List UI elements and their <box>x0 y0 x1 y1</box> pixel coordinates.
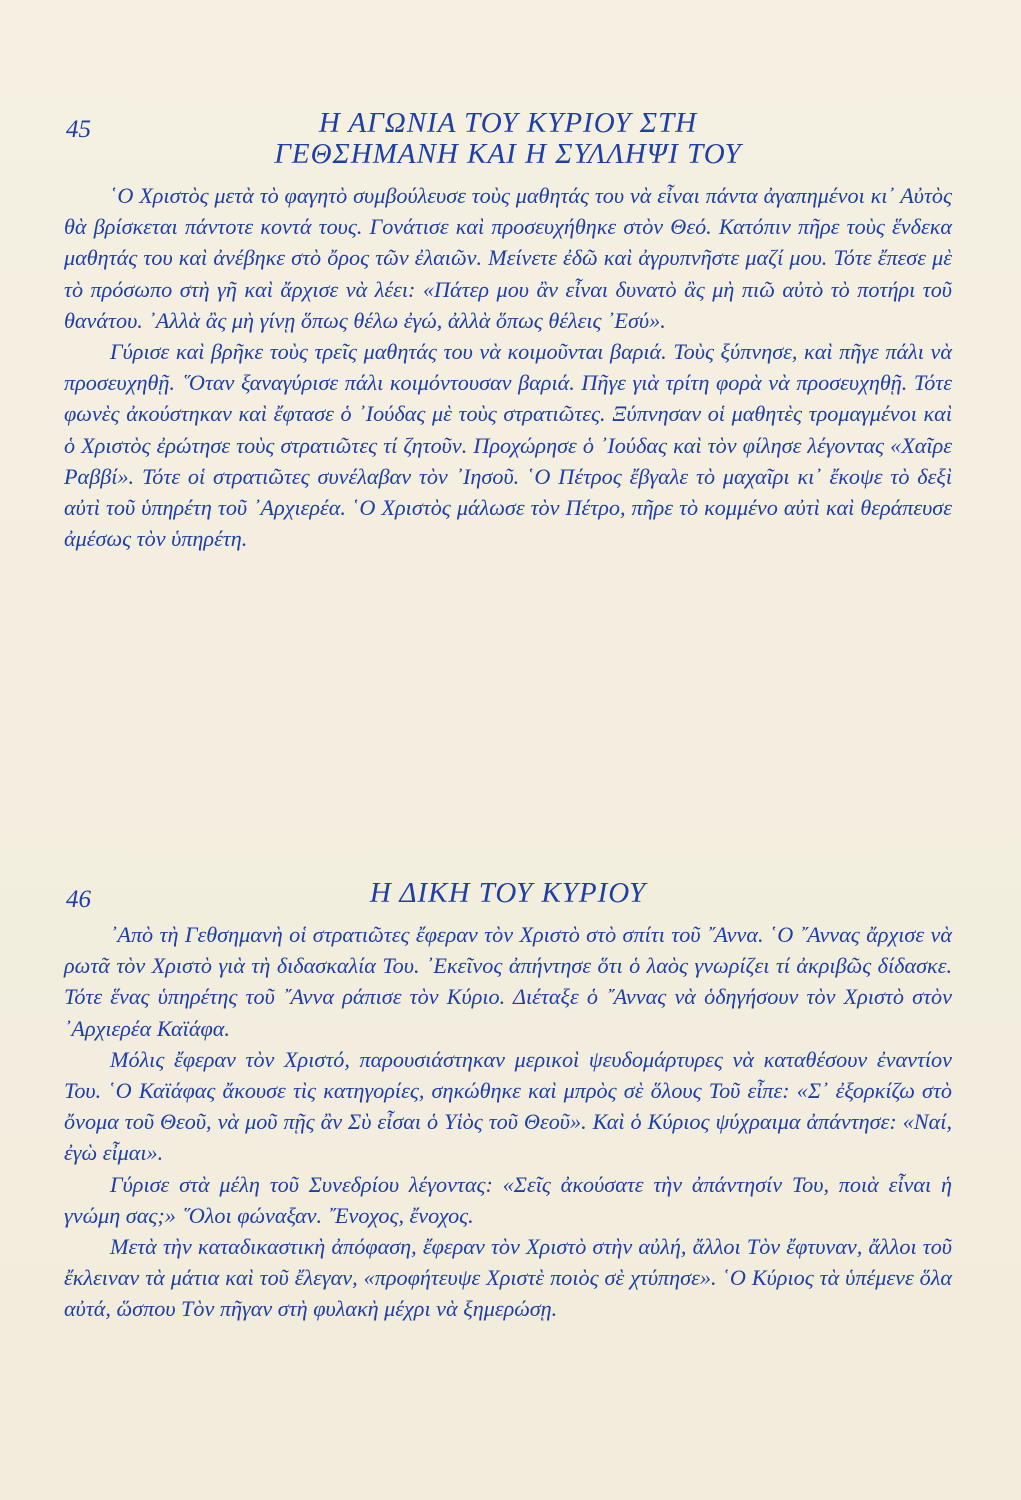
paragraph: Μετὰ τὴν καταδικαστικὴ ἀπόφαση, ἔφεραν τὸν Χριστὸ στὴν αὐλή, ἄλλοι Τὸν ἔφτυναν, ἄλλοι τοῦ ἔκλειναν τὰ μάτια καὶ τοῦ ἔλεγαν, «προφήτευψε Χριστὲ ποιὸς σὲ χτύπησε». ῾Ο Κύριος τὰ ὑπέμενε ὅλα αὐτά, ὥσπου Τὸν πῆγαν στὴ φυλακὴ μέχρι νὰ ξημερώσῃ. <box>64 1234 952 1322</box>
section-title-line: ΓΕΘΣΗΜΑΝΗ ΚΑΙ Η ΣΥΛΛΗΨΙ ΤΟΥ <box>274 138 742 170</box>
section-title-line: Η ΑΓΩΝΙΑ ΤΟΥ ΚΥΡΙΟΥ ΣΤΗ <box>318 107 698 139</box>
paragraph: ᾿Απὸ τὴ Γεθσημανὴ οἱ στρατιῶτες ἔφεραν τὸν Χριστὸ στὸ σπίτι τοῦ ῎Αννα. ῾Ο ῎Αννας ἄρχισε νὰ ρωτᾶ τὸν Χριστὸ γιὰ τὴ διδασκαλία Του. ᾿Εκεῖνος ἀπήντησε ὅτι ὁ λαὸς γνωρίζει τί ἀκριβῶς δίδασκε. Τότε ἕνας ὑπηρέτης τοῦ ῎Αννα ράπισε τὸν Κύριο. Διέταξε ὁ ῎Αννας νὰ ὁδηγήσουν τὸν Χριστὸ στὸν ᾿Αρχιερέα Καϊάφα. <box>64 922 952 1041</box>
paragraph: Γύρισε καὶ βρῆκε τοὺς τρεῖς μαθητάς του νὰ κοιμοῦνται βαριά. Τοὺς ξύπνησε, καὶ πῆγε πάλι νὰ προσευχηθῇ. ῞Οταν ξαναγύρισε πάλι κοιμόντουσαν βαριά. Πῆγε γιὰ τρίτη φορὰ νὰ προσευχηθῇ. Τότε φωνὲς ἀκούστηκαν καὶ ἔφτασε ὁ ᾿Ιούδας μὲ τοὺς στρατιῶτες. Ξύπνησαν οἱ μαθητὲς τρομαγμένοι καὶ ὁ Χριστὸς ἐρώτησε τοὺς στρατιῶτες τί ζητοῦν. Προχώρησε ὁ ᾿Ιούδας καὶ τὸν φίλησε λέγοντας «Χαῖρε Ραββί». Τότε οἱ στρατιῶτες συνέλαβαν τὸν ᾿Ιησοῦ. ῾Ο Πέτρος ἔβγαλε τὸ μαχαῖρι κι᾿ ἔκοψε τὸ δεξὶ αὐτὶ τοῦ ὑπηρέτη τοῦ ᾿Αρχιερέα. ῾Ο Χριστὸς μάλωσε τὸν Πέτρο, πῆρε τὸ κομμένο αὐτὶ καὶ θεράπευσε ἀμέσως τὸν ὑπηρέτη. <box>64 339 952 552</box>
paragraph: Γύρισε στὰ μέλη τοῦ Συνεδρίου λέγοντας: «Σεῖς ἀκούσατε τὴν ἀπάντησίν Του, ποιὰ εἶναι ἡ γνώμη σας;» ῞Ολοι φώναξαν. ῎Ενοχος, ἔνοχος. <box>64 1171 952 1228</box>
section-number: 45 <box>66 116 91 143</box>
section-45 <box>64 108 952 554</box>
section-header <box>64 108 952 170</box>
section-header <box>64 877 952 913</box>
paragraph: ῾Ο Χριστὸς μετὰ τὸ φαγητὸ συμβούλευσε τοὺς μαθητάς του νὰ εἶναι πάντα ἀγαπημένοι κι᾿ Αὐτὸς θὰ βρίσκεται πάντοτε κοντά τους. Γονάτισε καὶ προσευχήθηκε στὸν Θεό. Κατόπιν πῆρε τοὺς ἕνδεκα μαθητάς του καὶ ἀνέβηκε στὸ ὄρος τῶν ἐλαιῶν. Μείνετε ἐδῶ καὶ ἀγρυπνῆστε μαζί μου. Τότε ἔπεσε μὲ τὸ πρόσωπο στὴ γῆ καὶ ἄρχισε νὰ λέει: «Πάτερ μου ἂν εἶναι δυνατὸ ἂς μὴ πιῶ αὐτὸ τὸ ποτήρι τοῦ θανάτου. ᾿Αλλὰ ἂς μὴ γίνῃ ὅπως θέλω ἐγώ, ἀλλὰ ὅπως θέλεις ᾿Εσύ». <box>64 183 952 333</box>
section-number: 46 <box>66 886 91 913</box>
paragraph: Μόλις ἔφεραν τὸν Χριστό, παρουσιάστηκαν μερικοὶ ψευδομάρτυρες νὰ καταθέσουν ἐναντίον Του. ῾Ο Καϊάφας ἄκουσε τὶς κατηγορίες, σηκώθηκε καὶ μπρὸς σὲ ὅλους Τοῦ εἶπε: «Σ᾿ ἐξορκίζω στὸ ὄνομα τοῦ Θεοῦ, νὰ μοῦ πῇς ἂν Σὺ εἶσαι ὁ Υἱὸς τοῦ Θεοῦ». Καὶ ὁ Κύριος ψύχραιμα ἀπάντησε: «Ναί, ἐγὼ εἶμαι». <box>64 1046 952 1166</box>
section-title <box>64 108 952 170</box>
section-46 <box>64 878 952 1325</box>
section-title-line: Η ΔΙΚΗ ΤΟΥ ΚΥΡΙΟΥ <box>369 877 647 909</box>
section-title <box>64 878 952 909</box>
